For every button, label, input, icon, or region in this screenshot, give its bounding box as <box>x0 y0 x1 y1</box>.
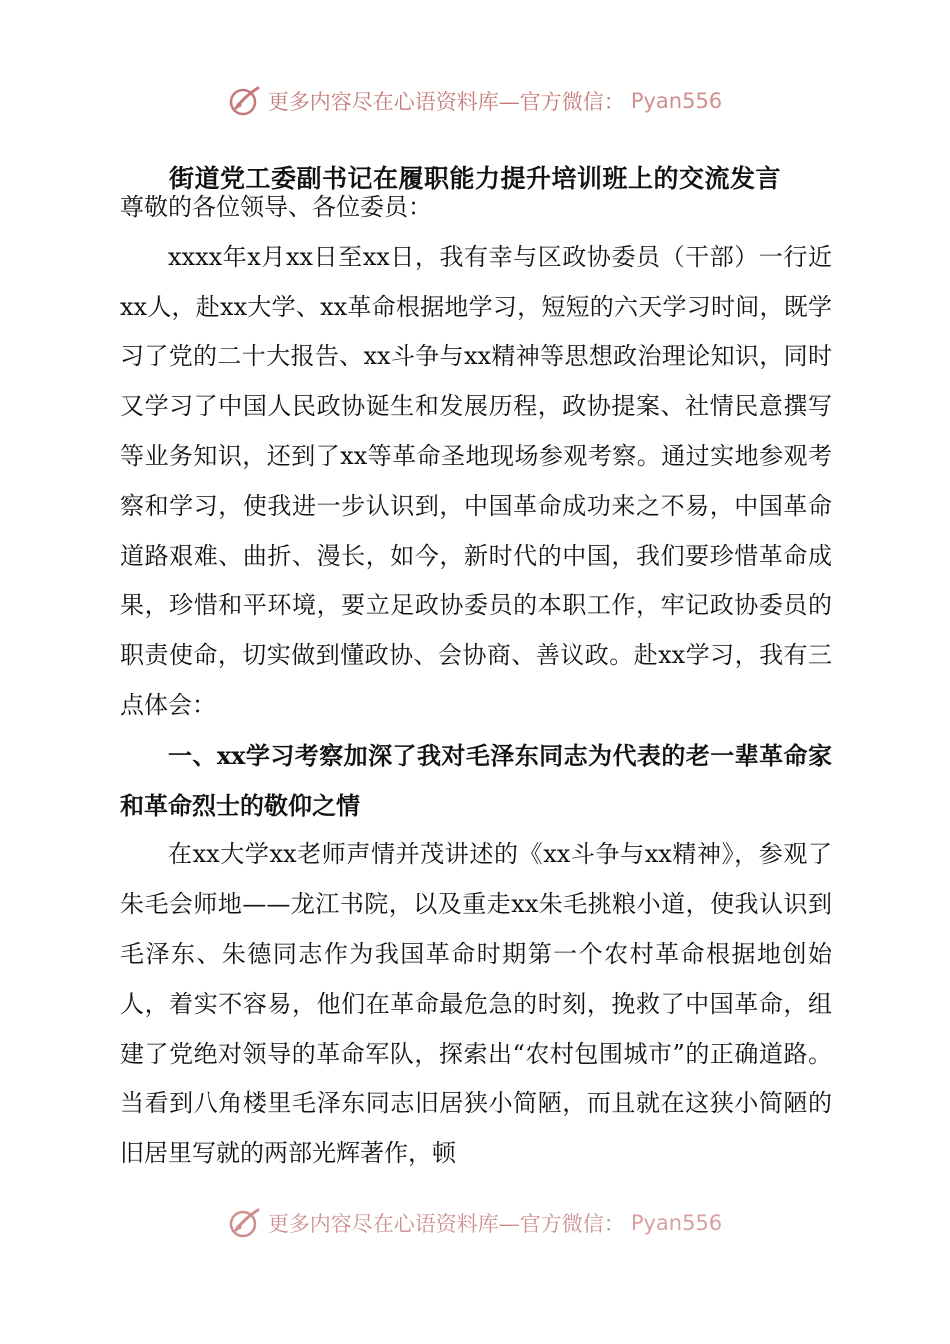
watermark-header <box>0 84 950 118</box>
watermark-footer <box>0 1206 950 1240</box>
document-title: 街道党工委副书记在履职能力提升培训班上的交流发言 <box>168 164 781 193</box>
brush-circle-logo-icon <box>228 84 262 118</box>
watermark-text: 更多内容尽在心语资料库—官方微信： <box>267 1212 625 1236</box>
body-paragraph: xxxx年x月xx日至xx日，我有幸与区政协委员（干部）一行近xx人，赴xx大学、xx革命根据地学习，短短的六天学习时间，既学习了党的二十大报告、xx斗争与xx精神等思想政治理论知识，同时又学习了中国人民政协诞生和发展历程，政协提案、社情民意撰写等业务知识，还到了xx等革命圣地现场参观考察。通过实地参观考察和学习，使我进一步认识到，中国革命成功来之不易，中国革命道路艰难、曲折、漫长，如今，新时代的中国，我们要珍惜革命成果，珍惜和平环境，要立足政协委员的本职工作，牢记政协委员的职责使命，切实做到懂政协、会协商、善议政。赴xx学习，我有三点体会： <box>120 242 832 719</box>
watermark-text: 更多内容尽在心语资料库—官方微信： <box>267 90 625 114</box>
watermark-wechat-id: Pyan556 <box>630 1211 723 1235</box>
salutation: 尊敬的各位领导、各位委员： <box>120 193 432 221</box>
document-body <box>120 183 832 1179</box>
body-paragraph: 在xx大学xx老师声情并茂讲述的《xx斗争与xx精神》，参观了朱毛会师地——龙江书院，以及重走xx朱毛挑粮小道，使我认识到毛泽东、朱德同志作为我国革命时期第一个农村革命根据地创始人，着实不容易，他们在革命最危急的时刻，挽救了中国革命，组建了党绝对领导的革命军队，探索出“农村包围城市”的正确道路。当看到八角楼里毛泽东同志旧居狭小简陋，而且就在这狭小简陋的旧居里写就的两部光辉著作，顿 <box>120 840 832 1168</box>
brush-circle-logo-icon <box>228 1206 262 1240</box>
section-heading: 一、xx学习考察加深了我对毛泽东同志为代表的老一辈革命家和革命烈士的敬仰之情 <box>120 740 832 820</box>
watermark-wechat-id: Pyan556 <box>630 89 723 113</box>
